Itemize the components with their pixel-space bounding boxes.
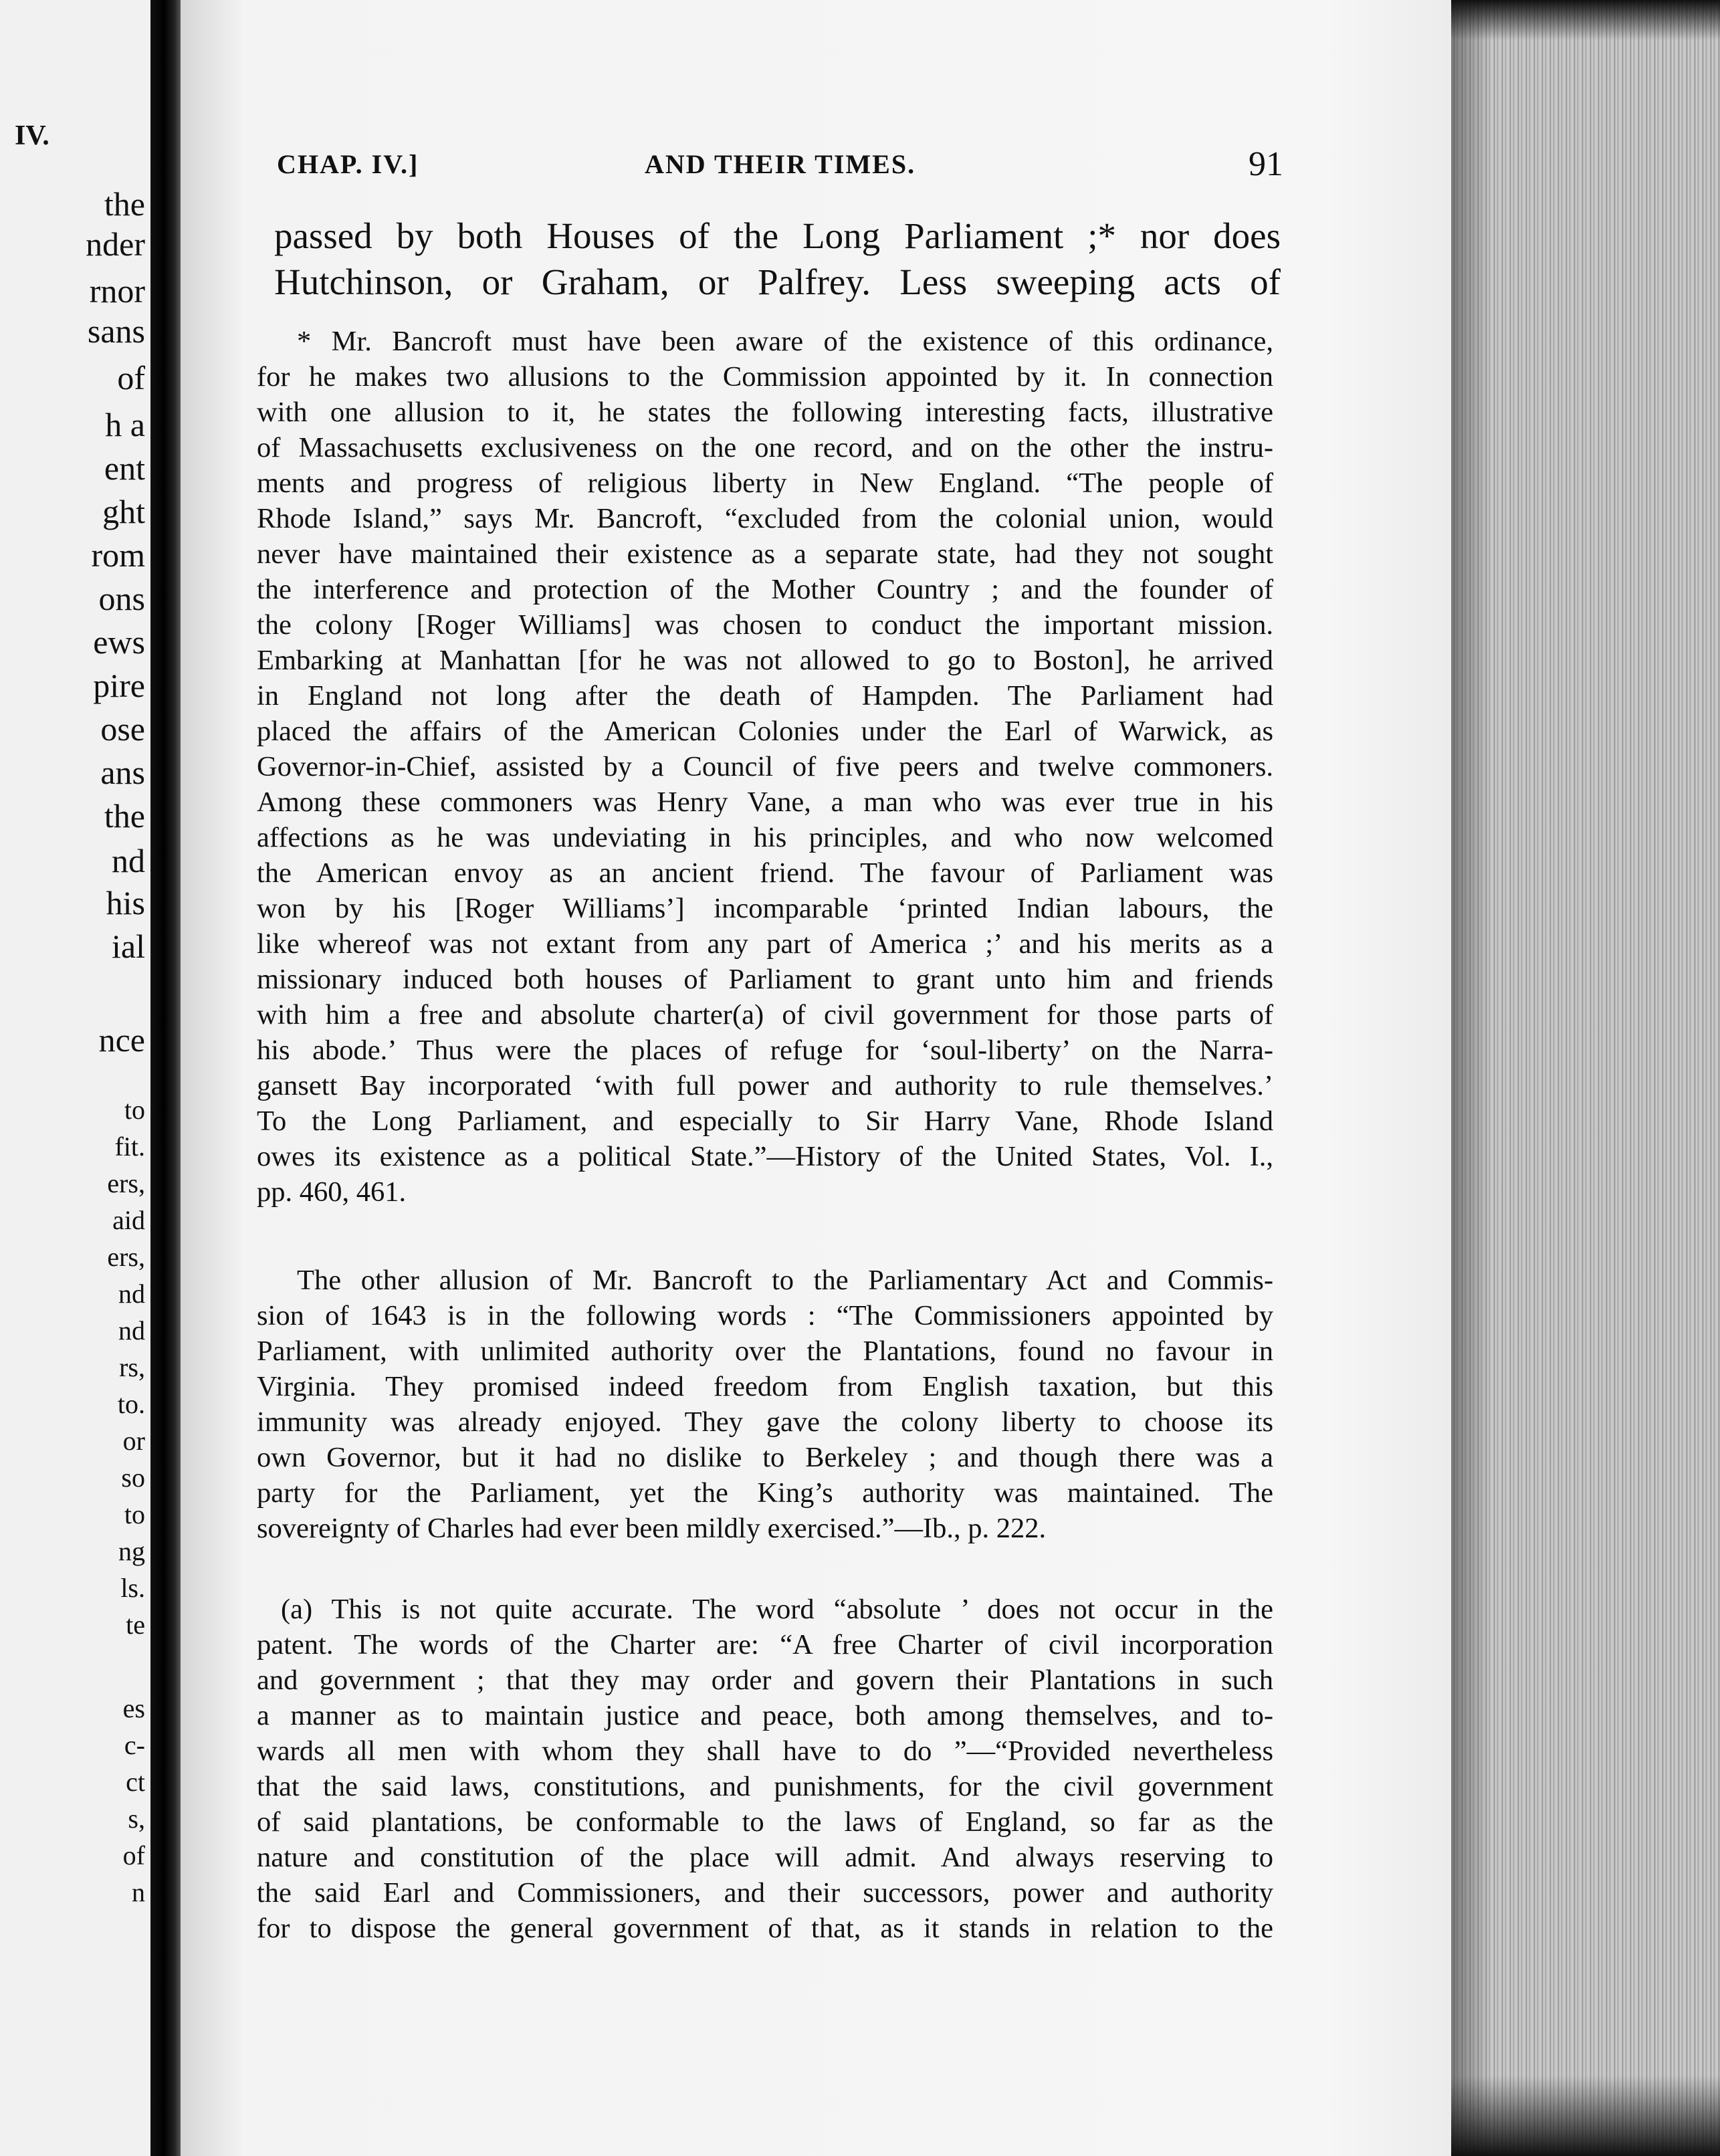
footnote-line: party for the Parliament, yet the King’s authority was maintained. The <box>257 1477 1273 1509</box>
left-page-fragment: the <box>104 185 145 223</box>
left-page-fragment: es <box>122 1693 145 1723</box>
left-page-fragment: nd <box>112 842 145 879</box>
left-page-fragment: ct <box>126 1767 145 1797</box>
running-title: AND THEIR TIMES. <box>645 149 916 179</box>
footnote-line: Embarking at Manhattan [for he was not allowed to go to Boston], he arrived <box>257 645 1273 676</box>
left-page-fragment: rnor <box>89 272 145 310</box>
footnote-line: the colony [Roger Williams] was chosen to conduct the important mission. <box>257 609 1273 641</box>
footnote-line: Among these commoners was Henry Vane, a man who was ever true in his <box>257 786 1273 818</box>
footnote-line: missionary induced both houses of Parliament to grant unto him and friends <box>257 964 1273 995</box>
left-page-header: IV. <box>15 120 49 151</box>
left-page-fragment: ews <box>93 623 145 661</box>
left-page-fragment: ght <box>102 493 145 530</box>
footnote-line: nature and constitution of the place will admit. And always reserving to <box>257 1842 1273 1873</box>
left-page-fragment: nd <box>118 1279 145 1309</box>
left-page-fragment: to. <box>117 1389 145 1419</box>
page-block-edge <box>1451 0 1720 2156</box>
left-page-fragment: ial <box>112 928 145 965</box>
footnote-line: the American envoy as an ancient friend. The favour of Parliament was <box>257 857 1273 889</box>
left-page-fragment: nder <box>86 225 145 263</box>
main-text <box>274 213 1281 305</box>
footnote-line: of Massachusetts exclusiveness on the one record, and on the other the instru- <box>257 432 1273 463</box>
footnote-line: like whereof was not extant from any part of America ;’ and his merits as a <box>257 928 1273 960</box>
footnote-line: sion of 1643 is in the following words : “The Commissioners appointed by <box>257 1300 1273 1331</box>
page-number: 91 <box>1249 145 1283 183</box>
footnote-line: of said plantations, be conformable to the laws of England, so far as the <box>257 1806 1273 1838</box>
footnote-line: own Governor, but it had no dislike to Berkeley ; and though there was a <box>257 1442 1273 1473</box>
footnote-a <box>257 1592 1273 1946</box>
left-page-fragment: the <box>104 797 145 835</box>
left-page-fragment: nd <box>118 1315 145 1345</box>
footnote-line: the said Earl and Commissioners, and their successors, power and authority <box>257 1877 1273 1909</box>
footnote-line: (a) This is not quite accurate. The word “absolute ’ does not occur in the <box>281 1594 1273 1625</box>
footnote-line: a manner as to maintain justice and peace, both among themselves, and to- <box>257 1700 1273 1731</box>
left-page-fragment: sans <box>87 312 145 350</box>
footnote-line: Parliament, with unlimited authority over the Plantations, found no favour in <box>257 1335 1273 1367</box>
footnote-line: patent. The words of the Charter are: “A free Charter of civil incorporation <box>257 1629 1273 1660</box>
left-page-fragment: of <box>122 1840 145 1870</box>
left-page-fragment: ons <box>98 580 145 617</box>
left-page-fragment: or <box>122 1426 145 1456</box>
left-page-fragment: h a <box>105 406 145 443</box>
footnote-line: with one allusion to it, he states the following interesting facts, illustrative <box>257 397 1273 428</box>
left-page-fragment: ng <box>118 1536 145 1566</box>
left-page-fragment: s, <box>128 1804 145 1834</box>
left-facing-page <box>0 0 150 2156</box>
footnote-line: ments and progress of religious liberty in New England. “The people of <box>257 467 1273 499</box>
footnote-line: Governor-in-Chief, assisted by a Council of five peers and twelve commoners. <box>257 751 1273 782</box>
left-page-fragment: c- <box>124 1730 145 1760</box>
left-page-fragment: to <box>124 1499 145 1529</box>
footnote-line: for to dispose the general government of that, as it stands in relation to the <box>257 1913 1273 1944</box>
footnote-line: affections as he was undeviating in his principles, and who now welcomed <box>257 822 1273 853</box>
book-gutter <box>150 0 181 2156</box>
left-page-fragment: so <box>121 1463 145 1493</box>
footnote-line: pp. 460, 461. <box>257 1176 407 1208</box>
left-page-fragment: te <box>126 1610 145 1640</box>
footnote-line: The other allusion of Mr. Bancroft to the Parliamentary Act and Commis- <box>297 1265 1273 1296</box>
running-header <box>277 145 1283 189</box>
left-page-fragment: rs, <box>119 1352 145 1382</box>
left-page-fragment: ose <box>100 710 145 748</box>
footnote-line: * Mr. Bancroft must have been aware of the existence of this ordinance, <box>297 326 1273 357</box>
left-page-fragment: rom <box>91 536 145 574</box>
left-page-fragment: ent <box>104 449 145 487</box>
footnote-line: sovereignty of Charles had ever been mildly exercised.”—Ib., p. 222. <box>257 1513 1047 1544</box>
footnote-line: his abode.’ Thus were the places of refuge for ‘soul-liberty’ on the Narra- <box>257 1035 1273 1066</box>
footnote-line: won by his [Roger Williams’] incomparable ‘printed Indian labours, the <box>257 893 1273 924</box>
footnote-line: placed the affairs of the American Colonies under the Earl of Warwick, as <box>257 716 1273 747</box>
footnote-line: in England not long after the death of Hampden. The Parliament had <box>257 680 1273 712</box>
footnote-other-allusion <box>257 1263 1273 1546</box>
footnote-line: with him a free and absolute charter(a) of civil government for those parts of <box>257 999 1273 1031</box>
footnote-line: gansett Bay incorporated ‘with full power and authority to rule themselves.’ <box>257 1070 1273 1101</box>
left-page-fragment: pire <box>93 667 145 704</box>
footnote-line: immunity was already enjoyed. They gave the colony liberty to choose its <box>257 1406 1273 1438</box>
left-page-fragment: ans <box>100 754 145 791</box>
footnote-line: never have maintained their existence as a separate state, had they not sought <box>257 538 1273 570</box>
footnote-bancroft <box>257 324 1273 1210</box>
left-page-fragment: ers, <box>107 1242 145 1272</box>
footnote-line: that the said laws, constitutions, and punishments, for the civil government <box>257 1771 1273 1802</box>
left-page-fragment: n <box>132 1877 145 1907</box>
left-page-fragment: ers, <box>107 1168 145 1198</box>
footnote-line: owes its existence as a political State.”—History of the United States, Vol. I., <box>257 1141 1273 1172</box>
footnote-line: Rhode Island,” says Mr. Bancroft, “excluded from the colonial union, would <box>257 503 1273 534</box>
footnote-line: for he makes two allusions to the Commission appointed by it. In connection <box>257 361 1273 393</box>
left-page-fragment: to <box>124 1095 145 1125</box>
left-page-fragment: his <box>106 884 145 922</box>
footnote-line: Virginia. They promised indeed freedom from English taxation, but this <box>257 1371 1273 1402</box>
body-line: passed by both Houses of the Long Parliament ;* nor does <box>274 215 1281 256</box>
footnote-line: wards all men with whom they shall have to do ”—“Provided nevertheless <box>257 1735 1273 1767</box>
chapter-label: CHAP. IV.] <box>277 149 419 179</box>
left-page-fragment: aid <box>112 1205 145 1235</box>
footnote-line: and government ; that they may order and govern their Plantations in such <box>257 1664 1273 1696</box>
left-page-fragment: ls. <box>120 1573 145 1603</box>
left-page-fragment: fit. <box>114 1131 145 1162</box>
left-page-fragment: of <box>117 359 145 397</box>
left-page-fragment: nce <box>98 1021 145 1059</box>
footnote-line: To the Long Parliament, and especially to Sir Harry Vane, Rhode Island <box>257 1105 1273 1137</box>
body-line: Hutchinson, or Graham, or Palfrey. Less sweeping acts of <box>274 261 1281 302</box>
footnote-line: the interference and protection of the Mother Country ; and the founder of <box>257 574 1273 605</box>
